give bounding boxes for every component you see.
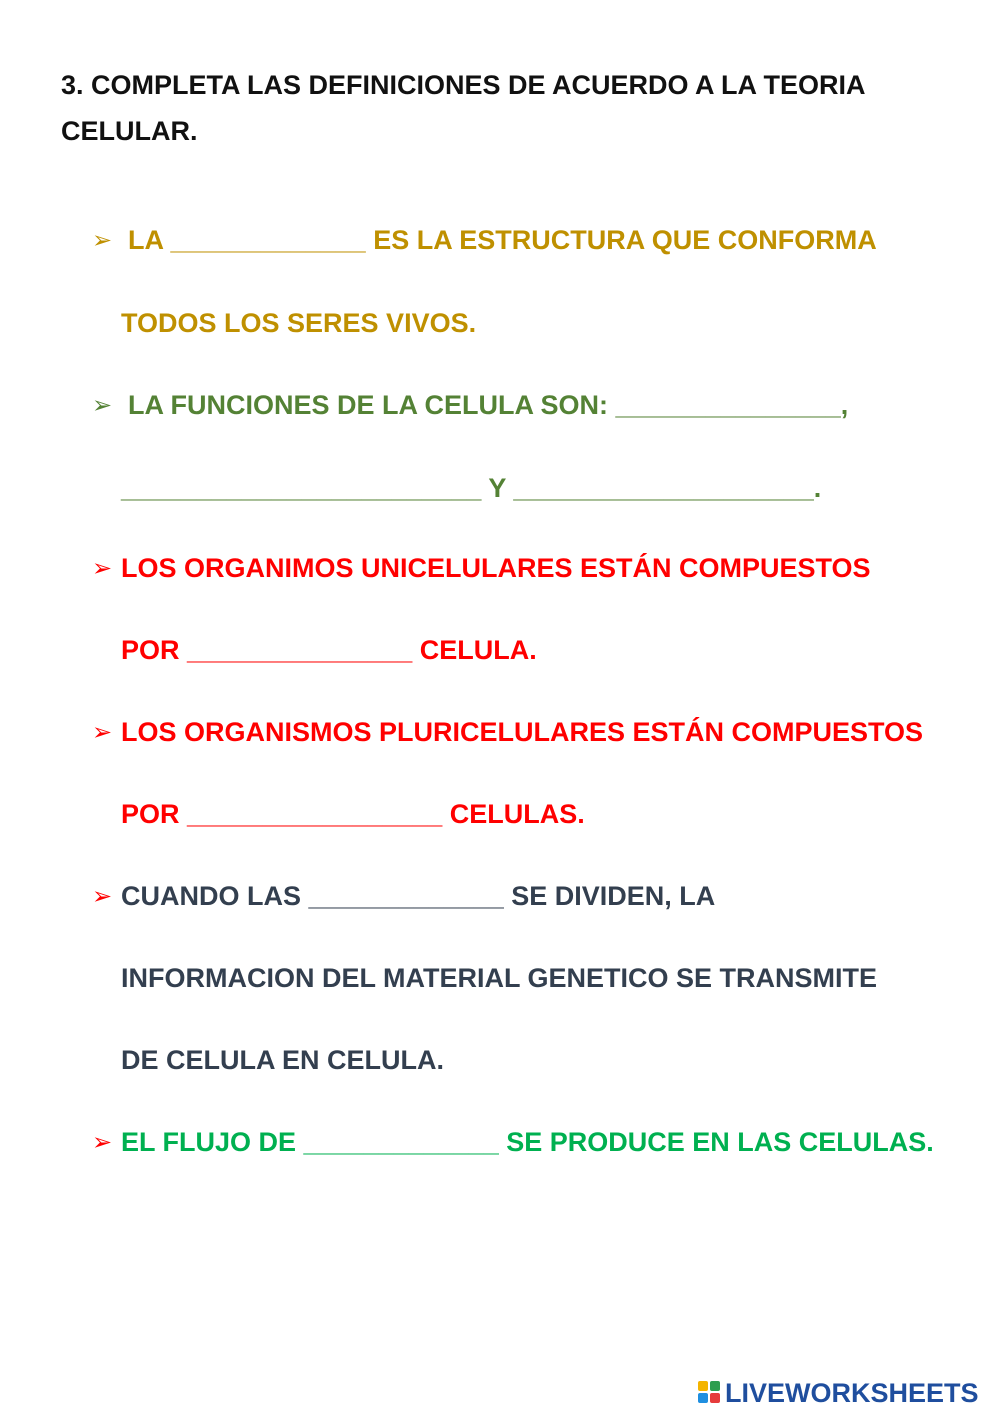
item-4-line-1: LOS ORGANISMOS PLURICELULARES ESTÁN COMPUESTOS [121, 717, 924, 747]
item-5-line-2: INFORMACION DEL MATERIAL GENETICO SE TRANSMITE [121, 963, 878, 993]
item-5-line-3: DE CELULA EN CELULA. [121, 1045, 444, 1075]
item-3-line-1: LOS ORGANIMOS UNICELULARES ESTÁN COMPUESTOS [121, 553, 871, 583]
bullet-arrow-icon: ➢ [92, 719, 113, 746]
item-5-line-1: CUANDO LAS _____________ SE DIVIDEN, LA [121, 881, 716, 911]
item-2-line-2: ________________________ Y ____________________. [121, 473, 822, 503]
item-6-line-1: EL FLUJO DE _____________ SE PRODUCE EN LAS CELULAS. [121, 1127, 934, 1157]
item-2-line-1: LA FUNCIONES DE LA CELULA SON: _______________, [128, 390, 849, 420]
liveworksheets-logo-icon [698, 1381, 722, 1405]
bullet-arrow-icon: ➢ [92, 555, 113, 582]
item-1-line-1: LA _____________ ES LA ESTRUCTURA QUE CONFORMA [128, 225, 877, 255]
bullet-arrow-icon: ➢ [92, 1129, 113, 1156]
item-4-line-2: POR _________________ CELULAS. [121, 799, 585, 829]
watermark-text: LIVEWORKSHEETS [725, 1377, 979, 1408]
item-3-line-2: POR _______________ CELULA. [121, 635, 537, 665]
bullet-arrow-icon: ➢ [92, 392, 113, 419]
item-1-line-2: TODOS LOS SERES VIVOS. [121, 308, 477, 338]
bullet-arrow-icon: ➢ [92, 227, 113, 254]
exercise-title: 3. COMPLETA LAS DEFINICIONES DE ACUERDO A LA TEORIA CELULAR. [61, 70, 865, 146]
liveworksheets-watermark [698, 1378, 979, 1408]
bullet-arrow-icon: ➢ [92, 883, 113, 910]
